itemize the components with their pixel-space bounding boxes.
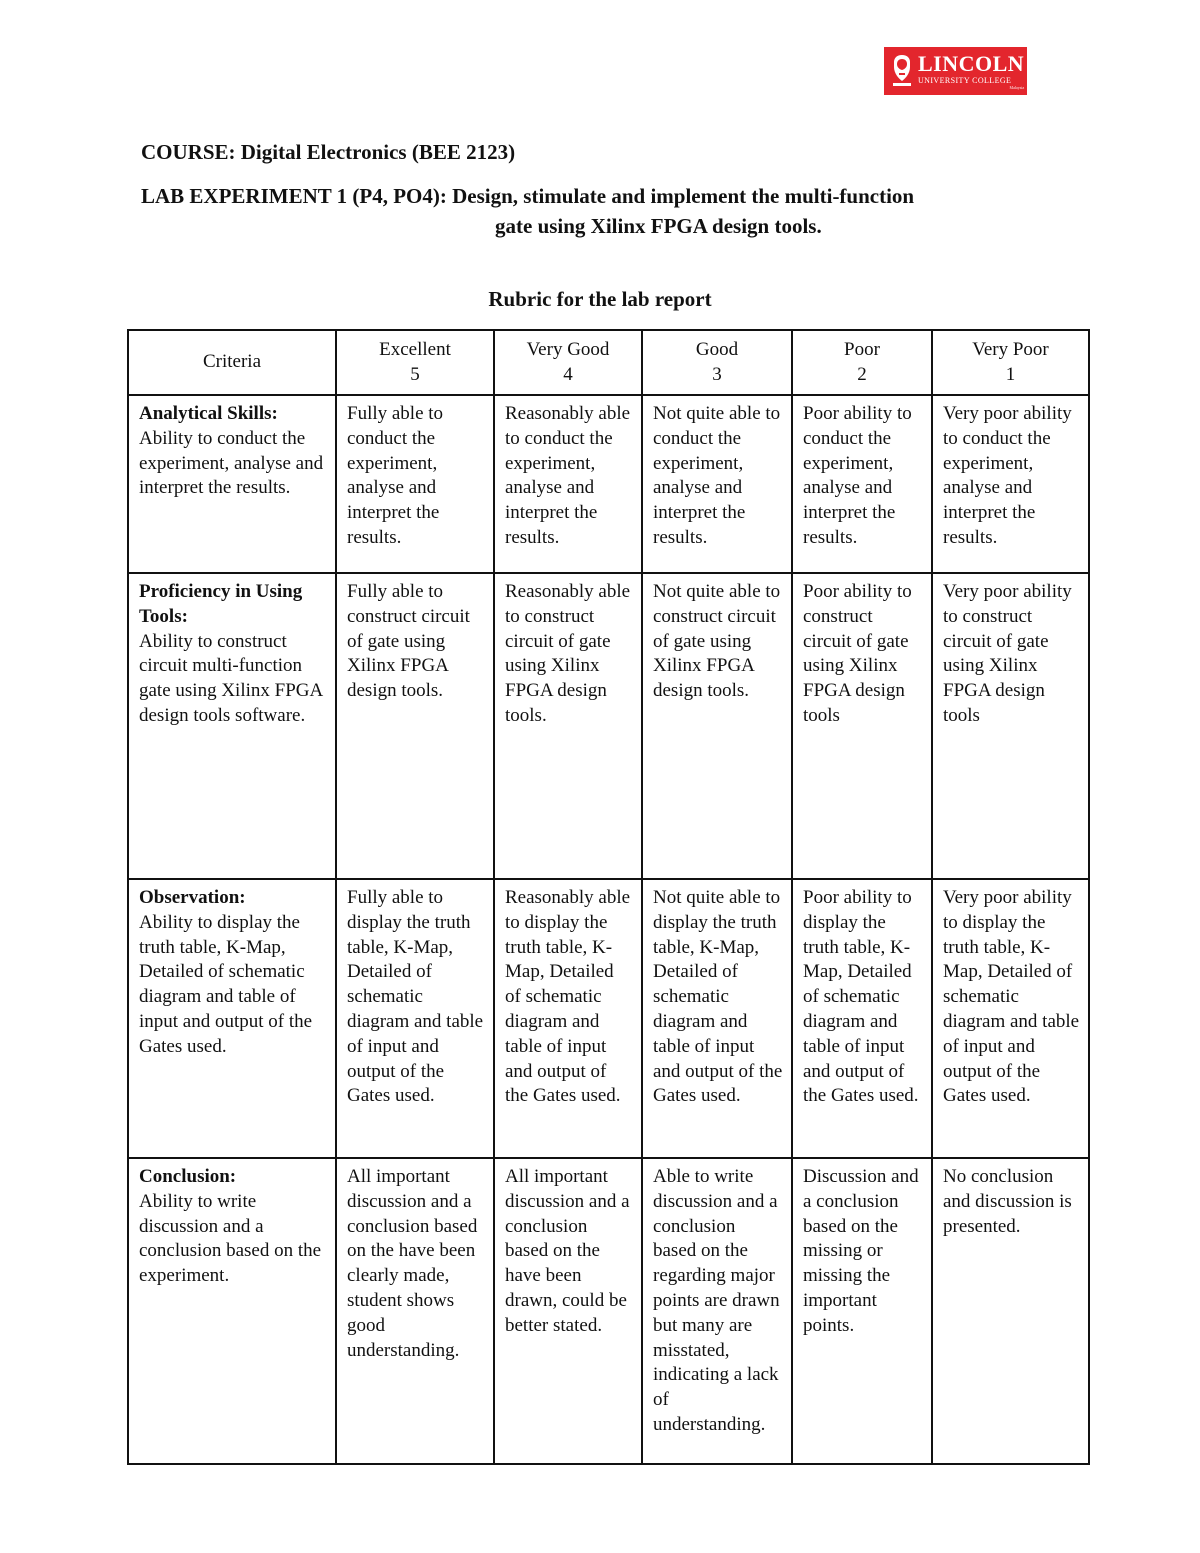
rating-cell-poor: Poor ability to construct circuit of gate using Xilinx FPGA design tools <box>792 573 932 879</box>
rating-cell-very-good: Reasonably able to conduct the experiment, analyse and interpret the results. <box>494 395 642 573</box>
rating-cell-excellent: Fully able to construct circuit of gate using Xilinx FPGA design tools. <box>336 573 494 879</box>
column-score: 4 <box>563 363 573 385</box>
logo-subtitle: UNIVERSITY COLLEGE <box>918 75 1012 85</box>
column-header-very-good <box>494 330 642 395</box>
lab-experiment-line-1: LAB EXPERIMENT 1 (P4, PO4): Design, stimulate and implement the multi-function <box>141 184 915 208</box>
criteria-description: Ability to conduct the experiment, analyse and interpret the results. <box>139 427 324 499</box>
lab-experiment-line-2: gate using Xilinx FPGA design tools. <box>495 214 822 238</box>
column-header-criteria <box>128 330 336 395</box>
rating-cell-very-poor: Very poor ability to display the truth table, K-Map, Detailed of schematic diagram and table of input and output of the Gates used. <box>932 879 1089 1158</box>
rating-cell-very-poor: No conclusion and discussion is presented. <box>932 1158 1089 1464</box>
table-row-conclusion <box>128 1158 1089 1464</box>
rating-cell-very-good: Reasonably able to construct circuit of gate using Xilinx FPGA design tools. <box>494 573 642 879</box>
rating-cell-very-poor: Very poor ability to conduct the experiment, analyse and interpret the results. <box>932 395 1089 573</box>
rating-cell-very-good: Reasonably able to display the truth table, K-Map, Detailed of schematic diagram and table of input and output of the Gates used. <box>494 879 642 1158</box>
header-row <box>128 330 1089 395</box>
criteria-description: Ability to display the truth table, K-Map, Detailed of schematic diagram and table of input and output of the Gates used. <box>139 911 313 1057</box>
column-header-very-poor <box>932 330 1089 395</box>
column-label: Very Poor <box>972 338 1049 360</box>
column-label: Very Good <box>526 338 610 360</box>
table-row-observation <box>128 879 1089 1158</box>
criteria-description: Ability to write discussion and a conclusion based on the experiment. <box>139 1190 322 1287</box>
criteria-title: Proficiency in Using Tools: <box>139 581 303 627</box>
rubric-title: Rubric for the lab report <box>488 287 712 311</box>
logo-name: LINCOLN <box>918 50 1025 76</box>
column-score: 1 <box>1005 363 1016 385</box>
column-label: Criteria <box>202 351 262 373</box>
criteria-cell <box>128 1158 336 1464</box>
course-title: COURSE: Digital Electronics (BEE 2123) <box>141 140 516 164</box>
rating-cell-good: Not quite able to construct circuit of gate using Xilinx FPGA design tools. <box>642 573 792 879</box>
criteria-description: Ability to construct circuit multi-function gate using Xilinx FPGA design tools software. <box>139 630 323 726</box>
rating-cell-poor: Discussion and a conclusion based on the missing or missing the important points. <box>792 1158 932 1464</box>
criteria-cell <box>128 573 336 879</box>
column-label: Good <box>695 338 739 360</box>
rating-cell-excellent: Fully able to display the truth table, K-Map, Detailed of schematic diagram and table of input and output of the Gates used. <box>336 879 494 1158</box>
rating-cell-good: Able to write discussion and a conclusion based on the regarding major points are drawn but many are misstated, indicating a lack of understanding. <box>642 1158 792 1464</box>
column-label: Poor <box>844 338 880 360</box>
crest-icon <box>890 53 914 89</box>
column-label: Excellent <box>379 338 451 360</box>
rubric-table <box>127 329 1090 1465</box>
table-row-analytical-skills <box>128 395 1089 573</box>
column-header-good <box>642 330 792 395</box>
criteria-title: Analytical Skills: <box>139 403 278 424</box>
criteria-title: Observation: <box>139 887 246 908</box>
table-row-proficiency <box>128 573 1089 879</box>
logo-tagline: Malaysia <box>1009 84 1025 90</box>
rating-cell-excellent: All important discussion and a conclusion based on the have been clearly made, student shows good understanding. <box>336 1158 494 1464</box>
rating-cell-poor: Poor ability to conduct the experiment, analyse and interpret the results. <box>792 395 932 573</box>
column-header-excellent <box>336 330 494 395</box>
rating-cell-very-poor: Very poor ability to construct circuit of gate using Xilinx FPGA design tools <box>932 573 1089 879</box>
criteria-cell <box>128 879 336 1158</box>
column-score: 2 <box>857 363 867 385</box>
column-header-poor <box>792 330 932 395</box>
criteria-title: Conclusion: <box>139 1166 237 1187</box>
column-score: 5 <box>410 363 420 385</box>
column-score: 3 <box>712 363 722 385</box>
rating-cell-good: Not quite able to display the truth table, K-Map, Detailed of schematic diagram and table of input and output of the Gates used. <box>642 879 792 1158</box>
rating-cell-good: Not quite able to conduct the experiment, analyse and interpret the results. <box>642 395 792 573</box>
university-logo <box>884 47 1027 95</box>
rating-cell-poor: Poor ability to display the truth table, K-Map, Detailed of schematic diagram and table of input and output of the Gates used. <box>792 879 932 1158</box>
criteria-cell <box>128 395 336 573</box>
rating-cell-excellent: Fully able to conduct the experiment, analyse and interpret the results. <box>336 395 494 573</box>
rating-cell-very-good: All important discussion and a conclusion based on the have been drawn, could be better stated. <box>494 1158 642 1464</box>
